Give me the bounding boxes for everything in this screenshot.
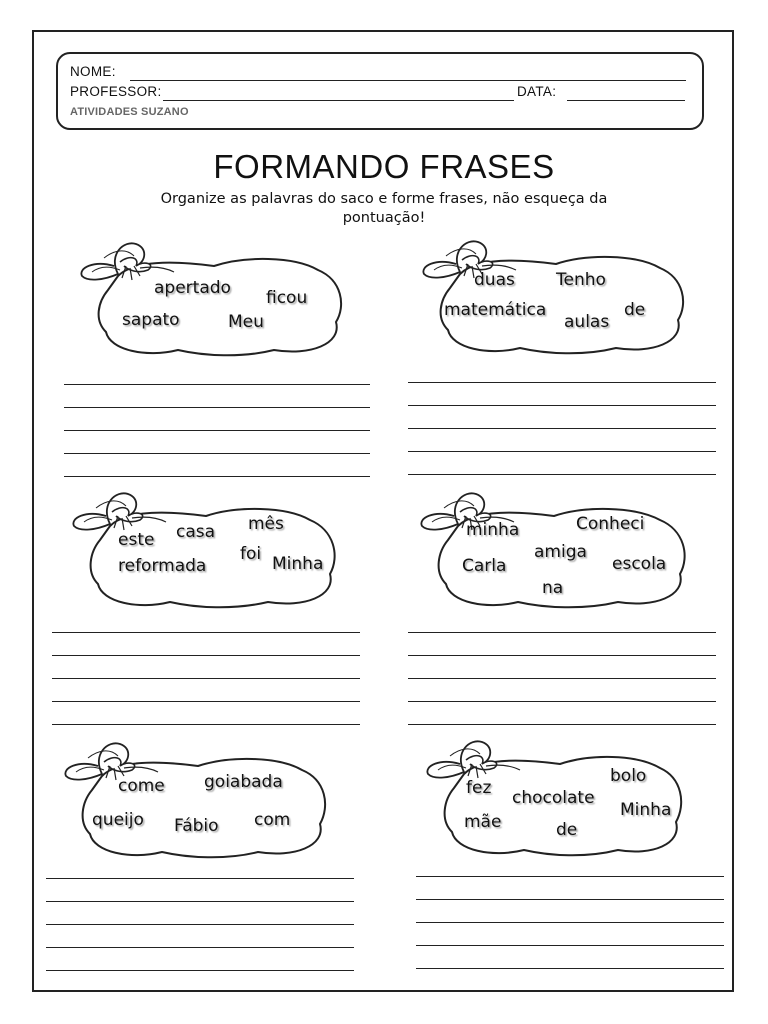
answer-line[interactable] [408, 474, 716, 475]
answer-lines-4[interactable] [408, 624, 716, 734]
date-label: DATA: [517, 84, 557, 99]
bag-word: goiabada [204, 772, 283, 792]
answer-line[interactable] [416, 876, 724, 877]
instructions: Organize as palavras do saco e forme frases, não esqueça da pontuação! [160, 191, 608, 226]
answer-line[interactable] [416, 922, 724, 923]
word-bag-6 [420, 734, 690, 858]
answer-line[interactable] [416, 945, 724, 946]
bag-word: escola [612, 554, 667, 574]
answer-lines-2[interactable] [408, 374, 716, 484]
answer-line[interactable] [52, 655, 360, 656]
word-bag-1 [74, 236, 350, 358]
bag-word: Minha [272, 554, 324, 574]
bag-word: come [118, 776, 165, 796]
bag-word: reformada [118, 556, 207, 576]
bag-illustration [66, 486, 346, 610]
answer-line[interactable] [408, 382, 716, 383]
answer-line[interactable] [408, 701, 716, 702]
answer-line[interactable] [52, 701, 360, 702]
bag-word: este [118, 530, 155, 550]
bag-word: Carla [462, 556, 507, 576]
answer-line[interactable] [64, 384, 370, 385]
brand-label: ATIVIDADES SUZANO [70, 106, 189, 118]
teacher-label: PROFESSOR: [70, 84, 162, 99]
bag-word: de [556, 820, 578, 840]
answer-line[interactable] [408, 428, 716, 429]
bag-word: Fábio [174, 816, 219, 836]
answer-line[interactable] [416, 968, 724, 969]
bag-word: matemática [444, 300, 547, 320]
answer-line[interactable] [408, 632, 716, 633]
name-field[interactable] [130, 80, 686, 81]
bag-word: mês [248, 514, 284, 534]
date-field[interactable] [567, 100, 685, 101]
bag-illustration [416, 234, 692, 356]
answer-line[interactable] [416, 899, 724, 900]
bag-word: aulas [564, 312, 610, 332]
answer-line[interactable] [52, 632, 360, 633]
answer-line[interactable] [52, 724, 360, 725]
bag-word: fez [466, 778, 492, 798]
answer-line[interactable] [64, 430, 370, 431]
answer-line[interactable] [408, 655, 716, 656]
word-bag-2 [416, 234, 692, 356]
answer-line[interactable] [46, 924, 354, 925]
answer-line[interactable] [64, 476, 370, 477]
answer-line[interactable] [46, 947, 354, 948]
bag-word: sapato [122, 310, 180, 330]
answer-line[interactable] [52, 678, 360, 679]
bag-word: ficou [266, 288, 308, 308]
answer-line[interactable] [408, 451, 716, 452]
answer-line[interactable] [64, 407, 370, 408]
answer-line[interactable] [64, 453, 370, 454]
bag-word: Tenho [556, 270, 606, 290]
bag-word: na [542, 578, 564, 598]
answer-lines-3[interactable] [52, 624, 360, 734]
answer-line[interactable] [408, 678, 716, 679]
answer-lines-5[interactable] [46, 870, 354, 980]
answer-lines-6[interactable] [416, 868, 724, 978]
word-bag-3 [66, 486, 346, 610]
bag-word: amiga [534, 542, 587, 562]
answer-line[interactable] [408, 724, 716, 725]
bag-word: com [254, 810, 291, 830]
bag-word: apertado [154, 278, 231, 298]
bag-word: Conheci [576, 514, 645, 534]
answer-line[interactable] [46, 878, 354, 879]
answer-lines-1[interactable] [64, 376, 370, 486]
answer-line[interactable] [46, 970, 354, 971]
answer-line[interactable] [46, 901, 354, 902]
bag-word: de [624, 300, 646, 320]
bag-word: Minha [620, 800, 672, 820]
bag-word: bolo [610, 766, 647, 786]
bag-word: foi [240, 544, 262, 564]
word-bag-5 [58, 736, 334, 860]
bag-word: minha [466, 520, 520, 540]
page-title: FORMANDO FRASES [213, 148, 555, 185]
bag-word: duas [474, 270, 515, 290]
bag-word: queijo [92, 810, 144, 830]
bag-word: casa [176, 522, 216, 542]
teacher-field[interactable] [163, 100, 514, 101]
bag-word: mãe [464, 812, 502, 832]
bag-illustration [58, 736, 334, 860]
bag-word: chocolate [512, 788, 595, 808]
name-label: NOME: [70, 64, 116, 79]
word-bag-4 [414, 486, 696, 610]
answer-line[interactable] [408, 405, 716, 406]
bag-word: Meu [228, 312, 264, 332]
